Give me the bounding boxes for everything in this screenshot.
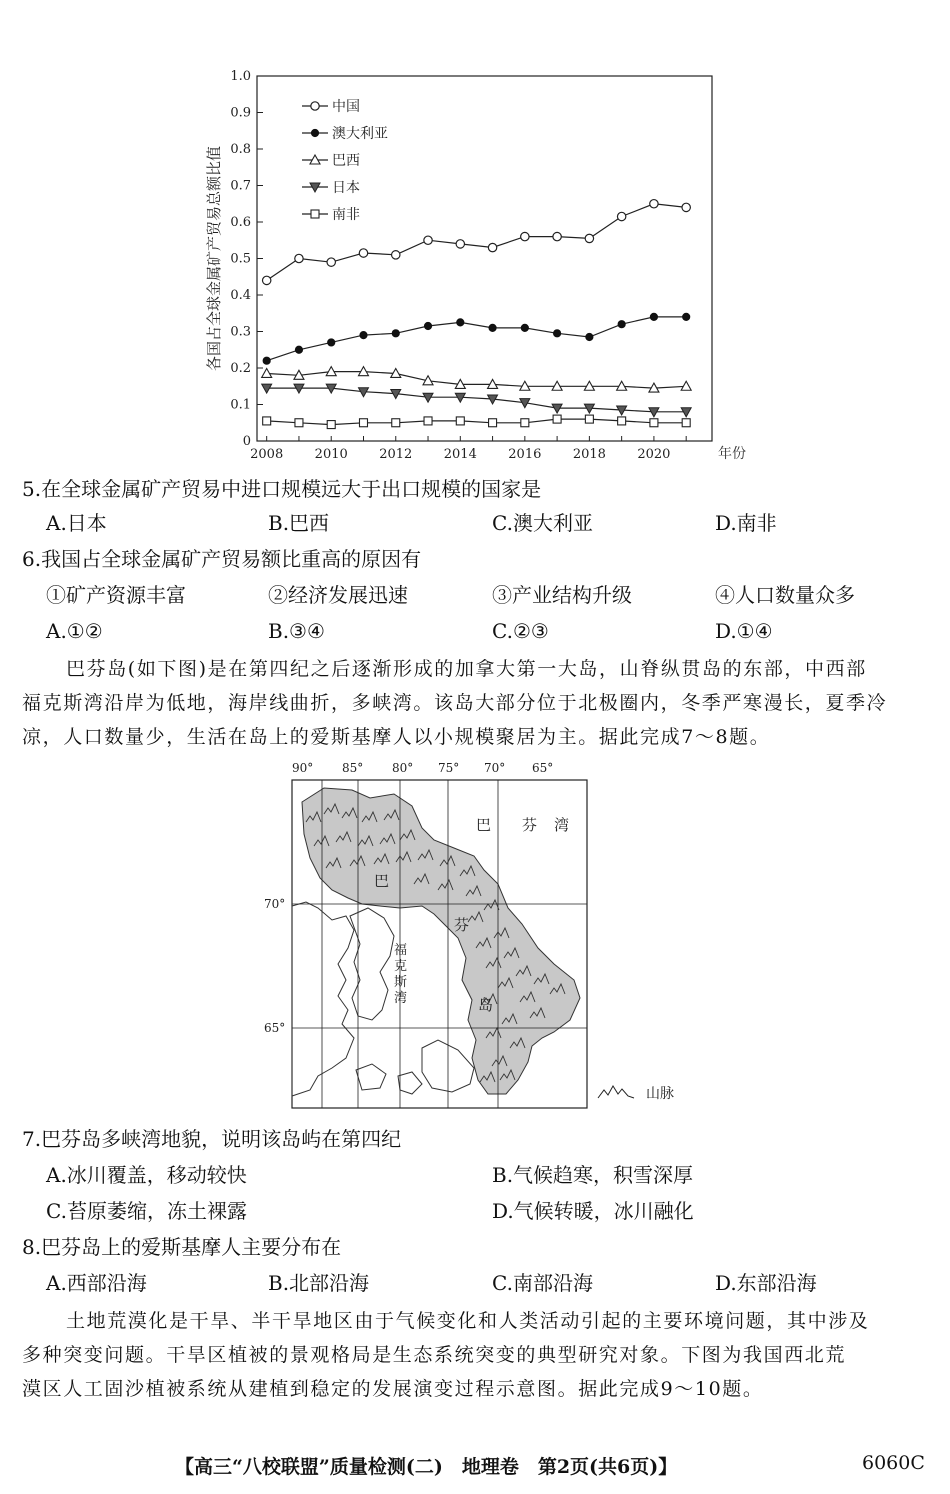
data-point [262, 276, 270, 284]
label-baffin-island: 巴 [374, 872, 390, 890]
q6-option-b: B.③④ [268, 619, 325, 643]
page-footer-code: 6060C [862, 1452, 925, 1474]
x-tick-label: 2008 [250, 447, 284, 462]
passage-line: 多种突变问题。干旱区植被的景观格局是生态系统突变的典型研究对象。下图为我国西北荒 [22, 1344, 847, 1366]
passage-desertification [22, 1304, 932, 1406]
q6-statement-4: ④人口数量众多 [715, 583, 855, 607]
legend-label: 澳大利亚 [332, 126, 388, 142]
y-tick-label: 0.3 [230, 324, 251, 340]
q8-option-a: A.西部沿海 [46, 1271, 147, 1295]
q8-option-d: D.东部沿海 [715, 1271, 817, 1295]
legend-label: 日本 [332, 180, 360, 196]
data-point [554, 330, 561, 337]
mountain-legend-icon [598, 1086, 634, 1098]
q5-option-d: D.南非 [715, 511, 777, 535]
label-baffin-island: 岛 [478, 996, 494, 1014]
q7-option-a: A.冰川覆盖，移动较快 [46, 1163, 247, 1187]
data-point [263, 417, 271, 425]
question-6-stem: 6.我国占全球金属矿产贸易额比重高的原因有 [22, 547, 422, 571]
label-baffin-island: 芬 [454, 916, 470, 934]
y-tick-label: 0.2 [230, 361, 251, 376]
lon-label: 75° [438, 761, 460, 775]
q6-statement-2: ②经济发展迅速 [268, 583, 408, 607]
plot-frame [257, 76, 712, 441]
label-foxe-basin: 湾 [394, 991, 408, 1006]
q8-option-c: C.南部沿海 [492, 1271, 593, 1295]
data-point [295, 419, 303, 427]
data-point [457, 319, 464, 326]
page-footer-title: 【高三“八校联盟”质量检测(二) 地理卷 第2页(共6页)】 [175, 1456, 678, 1478]
legend-label: 巴西 [332, 153, 360, 169]
data-point [585, 234, 593, 242]
data-point [521, 419, 529, 427]
data-point [311, 210, 319, 218]
data-point [489, 324, 496, 331]
data-point [618, 321, 625, 328]
data-point [311, 129, 318, 136]
data-point [359, 249, 367, 257]
q6-statement-1: ①矿产资源丰富 [46, 583, 186, 607]
data-point [424, 417, 432, 425]
passage-line: 土地荒漠化是干旱、半干旱地区由于气候变化和人类活动引起的主要环境问题，其中涉及 [66, 1310, 870, 1332]
y-tick-label: 0.4 [230, 288, 251, 303]
data-point [424, 236, 432, 244]
question-7-stem: 7.巴芬岛多峡湾地貌，说明该岛屿在第四纪 [22, 1127, 402, 1151]
legend-label: 中国 [332, 99, 360, 115]
map-legend [598, 1086, 674, 1102]
passage-line: 凉，人口数量少，生活在岛上的爱斯基摩人以小规模聚居为主。据此完成7～8题。 [22, 726, 771, 748]
data-point [650, 200, 658, 208]
data-point [586, 333, 593, 340]
q7-option-c: C.苔原萎缩，冻土裸露 [46, 1199, 247, 1223]
label-foxe-basin: 斯 [394, 975, 408, 990]
q7-option-d: D.气候转暖，冰川融化 [492, 1199, 694, 1223]
data-point [311, 102, 319, 110]
data-point [489, 419, 497, 427]
x-tick-label: 2012 [379, 447, 413, 462]
data-point [263, 357, 270, 364]
legend-mountain-label: 山脉 [646, 1086, 674, 1102]
data-point [360, 332, 367, 339]
lat-label: 70° [264, 897, 286, 911]
q5-option-c: C.澳大利亚 [492, 511, 593, 535]
data-point [392, 419, 400, 427]
y-tick-label: 0 [242, 434, 251, 449]
data-point [295, 346, 302, 353]
baffin-island-map [262, 758, 682, 1113]
data-point [553, 415, 561, 423]
data-point [392, 251, 400, 259]
x-tick-label: 2018 [572, 447, 606, 462]
y-tick-label: 0.5 [230, 251, 251, 267]
data-point [295, 254, 303, 262]
y-tick-label: 0.9 [230, 105, 251, 121]
y-tick-label: 1.0 [230, 69, 251, 84]
q5-option-a: A.日本 [46, 511, 107, 535]
x-axis-label: 年份 [718, 446, 746, 462]
question-8-stem: 8.巴芬岛上的爱斯基摩人主要分布在 [22, 1235, 342, 1259]
data-point [617, 212, 625, 220]
lon-label: 80° [392, 761, 414, 775]
label-baffin-bay: 芬 [522, 816, 538, 834]
data-point [328, 339, 335, 346]
label-foxe-basin: 克 [394, 959, 408, 974]
x-tick-label: 2014 [443, 447, 477, 462]
q6-option-c: C.②③ [492, 619, 549, 643]
label-baffin-bay: 巴 [476, 816, 492, 834]
y-tick-label: 0.8 [230, 142, 251, 157]
x-tick-label: 2016 [508, 447, 542, 462]
data-point [488, 243, 496, 251]
data-point [327, 421, 335, 429]
lon-label: 65° [532, 761, 554, 775]
lon-label: 85° [342, 761, 364, 775]
passage-line: 漠区人工固沙植被系统从建植到稳定的发展演变过程示意图。据此完成9～10题。 [22, 1378, 764, 1400]
lat-label: 65° [264, 1021, 286, 1035]
q6-statement-3: ③产业结构升级 [492, 583, 632, 607]
data-point [553, 232, 561, 240]
data-point [618, 417, 626, 425]
data-point [424, 322, 431, 329]
data-point [456, 417, 464, 425]
q5-option-b: B.巴西 [268, 511, 330, 535]
legend-label: 南非 [332, 207, 360, 223]
data-point [650, 313, 657, 320]
q8-option-b: B.北部沿海 [268, 1271, 370, 1295]
passage-line: 巴芬岛(如下图)是在第四纪之后逐渐形成的加拿大第一大岛，山脊纵贯岛的东部，中西部 [66, 658, 867, 680]
q6-option-a: A.①② [46, 619, 103, 643]
y-tick-label: 0.7 [230, 178, 251, 194]
data-point [521, 232, 529, 240]
passage-baffin-island [22, 652, 932, 754]
data-point [682, 419, 690, 427]
data-point [521, 324, 528, 331]
data-point [327, 258, 335, 266]
y-tick-label: 0.6 [230, 215, 251, 230]
data-point [682, 203, 690, 211]
y-tick-label: 0.1 [230, 397, 251, 413]
data-point [392, 330, 399, 337]
q6-option-d: D.①④ [715, 619, 773, 643]
label-baffin-bay: 湾 [554, 816, 570, 834]
question-5-stem: 5.在全球金属矿产贸易中进口规模远大于出口规模的国家是 [22, 477, 542, 501]
passage-line: 福克斯湾沿岸为低地，海岸线曲折，多峡湾。该岛大部分位于北极圈内，冬季严寒漫长，夏季冷 [22, 692, 888, 714]
trade-share-line-chart [195, 60, 755, 465]
data-point [585, 415, 593, 423]
q7-option-b: B.气候趋寒，积雪深厚 [492, 1163, 694, 1187]
x-tick-label: 2020 [637, 447, 671, 462]
label-foxe-basin: 福 [394, 943, 408, 958]
y-axis-label: 各国占全球金属矿产贸易总额比值 [205, 145, 223, 372]
data-point [650, 419, 658, 427]
data-point [683, 313, 690, 320]
data-point [359, 419, 367, 427]
data-point [456, 240, 464, 248]
lon-label: 90° [292, 761, 314, 775]
x-tick-label: 2010 [314, 447, 348, 462]
lon-label: 70° [484, 761, 506, 775]
